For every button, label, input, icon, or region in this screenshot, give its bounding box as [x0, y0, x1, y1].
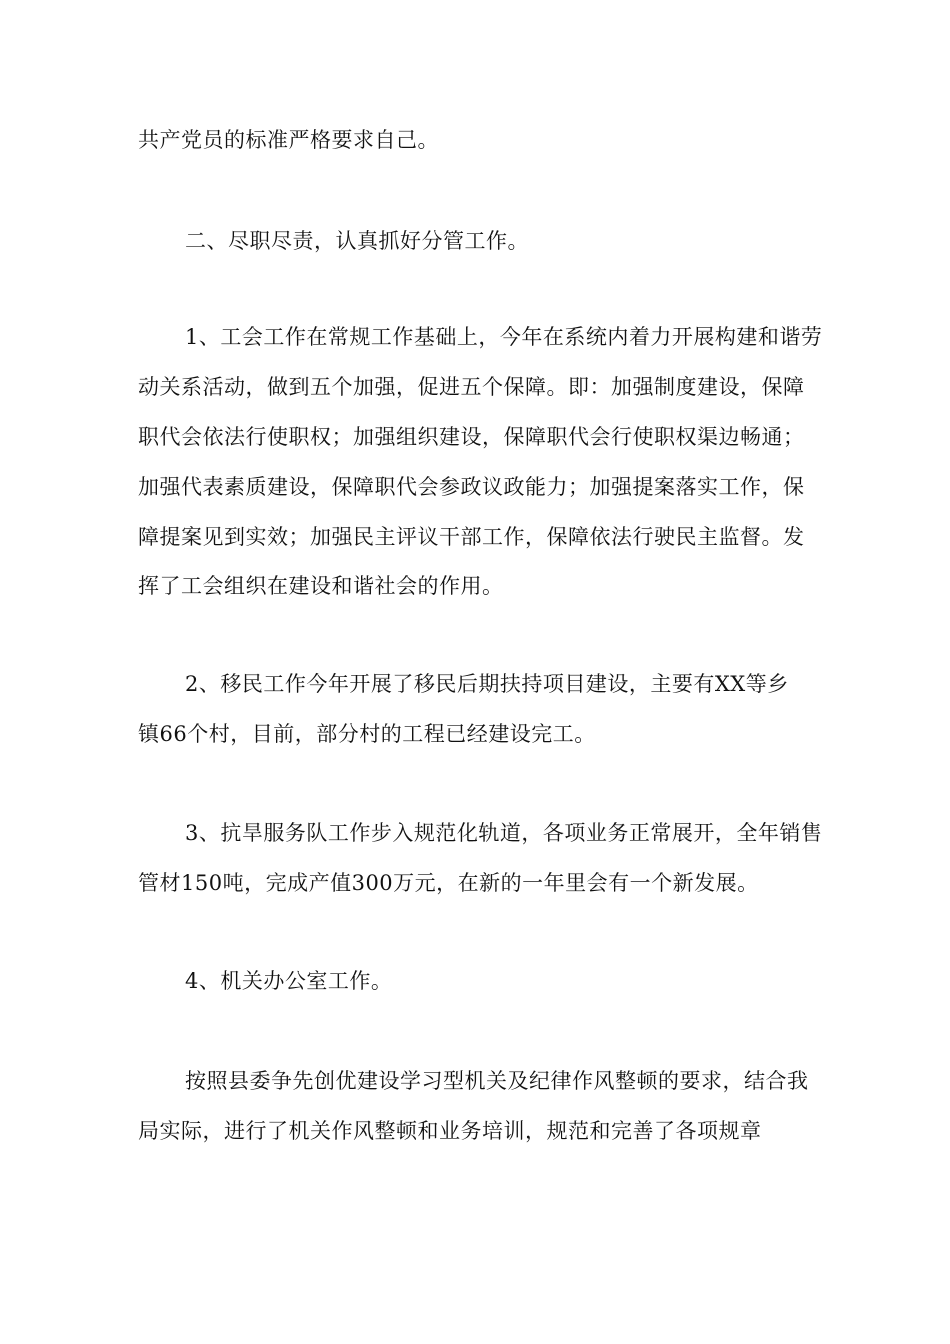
paragraph-line: 1、工会工作在常规工作基础上，今年在系统内着力开展构建和谐劳 — [185, 325, 823, 349]
paragraph-line: 2、移民工作今年开展了移民后期扶持项目建设，主要有XX等乡 — [185, 672, 789, 696]
paragraph-line: 加强代表素质建设，保障职代会参政议政能力；加强提案落实工作，保 — [138, 475, 805, 499]
section-heading: 二、尽职尽责，认真抓好分管工作。 — [185, 229, 529, 253]
paragraph-line: 4、机关办公室工作。 — [185, 969, 393, 993]
paragraph-line: 动关系活动，做到五个加强，促进五个保障。即：加强制度建设，保障 — [138, 375, 805, 399]
paragraph-line: 职代会依法行使职权；加强组织建设，保障职代会行使职权渠边畅通； — [138, 425, 805, 449]
paragraph-line: 3、抗旱服务队工作步入规范化轨道，各项业务正常展开，全年销售 — [185, 821, 823, 845]
paragraph-line: 共产党员的标准严格要求自己。 — [138, 128, 439, 152]
paragraph-line: 障提案见到实效；加强民主评议干部工作，保障依法行驶民主监督。发 — [138, 525, 805, 549]
paragraph-line: 镇66个村，目前，部分村的工程已经建设完工。 — [138, 722, 596, 746]
paragraph-line: 按照县委争先创优建设学习型机关及纪律作风整顿的要求，结合我 — [185, 1069, 809, 1093]
paragraph-line: 局实际，进行了机关作风整顿和业务培训，规范和完善了各项规章 — [138, 1119, 762, 1143]
paragraph-line: 管材150吨，完成产值300万元，在新的一年里会有一个新发展。 — [138, 871, 759, 895]
paragraph-line: 挥了工会组织在建设和谐社会的作用。 — [138, 574, 504, 598]
